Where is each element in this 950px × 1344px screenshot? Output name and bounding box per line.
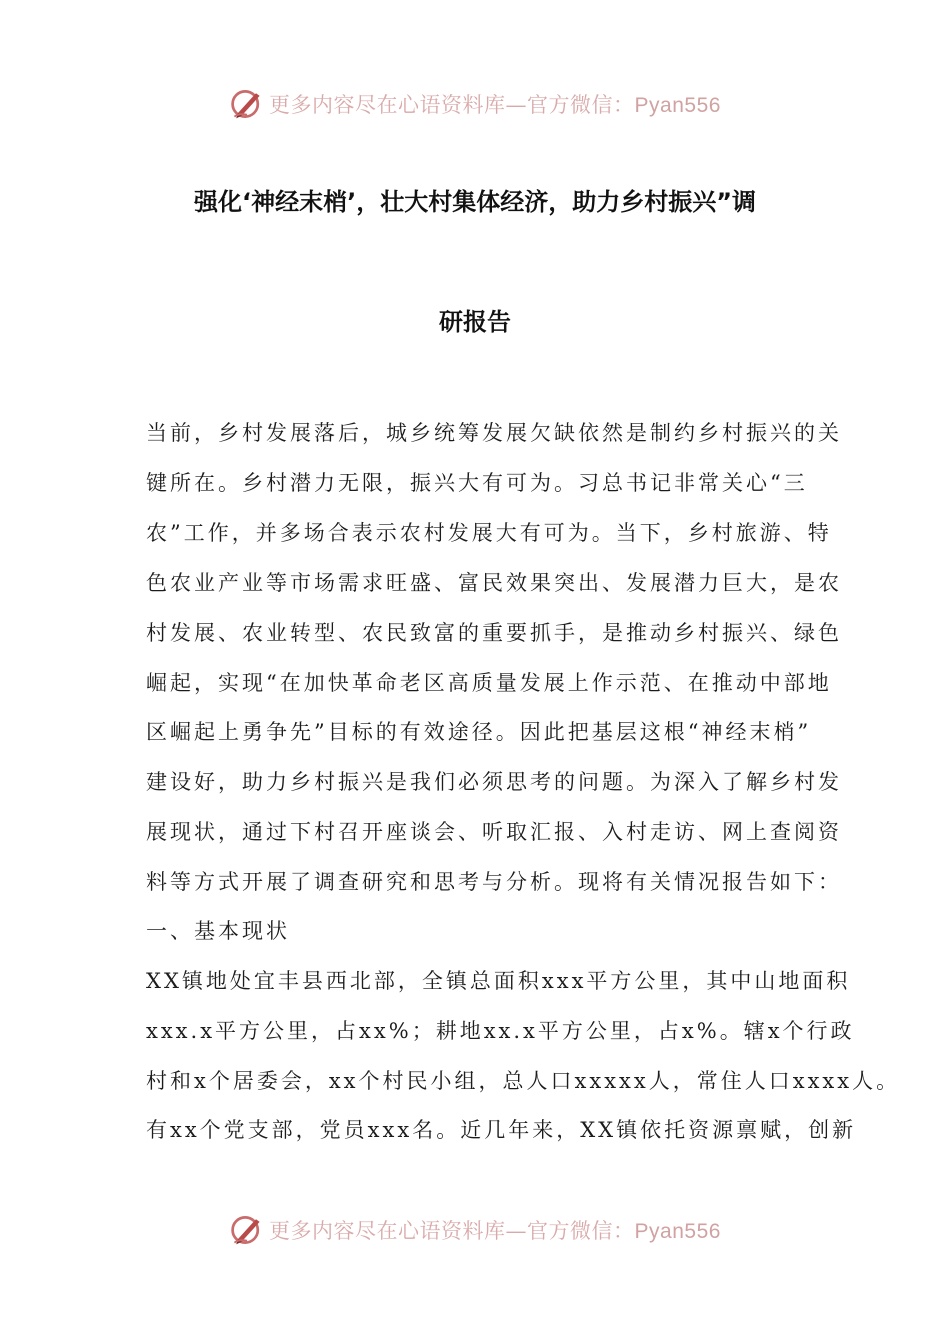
body-line: 展现状，通过下村召开座谈会、听取汇报、入村走访、网上查阅资 xyxy=(146,820,842,844)
document-title-line-1: 强化‘神经末梢’，壮大村集体经济，助力乡村振兴”调 xyxy=(193,188,756,216)
document-title-line-2: 研报告 xyxy=(439,308,511,336)
pen-circle-logo-icon xyxy=(229,1212,265,1248)
body-line: 村发展、农业转型、农民致富的重要抓手，是推动乡村振兴、绿色 xyxy=(146,621,842,645)
body-line: 村和x个居委会，xx个村民小组，总人口xxxxx人，常住人口xxxx人。 xyxy=(146,1069,901,1093)
pen-circle-logo-icon xyxy=(229,86,265,122)
body-line: 有xx个党支部，党员xxx名。近几年来，XX镇依托资源禀赋，创新 xyxy=(146,1118,857,1142)
body-line: 农”工作，并多场合表示农村发展大有可为。当下，乡村旅游、特 xyxy=(146,521,832,545)
body-line: 料等方式开展了调查研究和思考与分析。现将有关情况报告如下： xyxy=(146,870,842,894)
watermark-wechat-id: Pyan556 xyxy=(634,94,721,117)
footer-watermark xyxy=(0,1210,950,1250)
body-line: XX镇地处宜丰县西北部，全镇总面积xxx平方公里，其中山地面积 xyxy=(146,969,851,993)
body-line: 区崛起上勇争先”目标的有效途径。因此把基层这根“神经末梢” xyxy=(146,720,812,744)
body-line: 当前，乡村发展落后，城乡统筹发展欠缺依然是制约乡村振兴的关 xyxy=(146,421,842,445)
body-line: 崛起，实现“在加快革命老区高质量发展上作示范、在推动中部地 xyxy=(146,671,832,695)
body-line: 键所在。乡村潜力无限，振兴大有可为。习总书记非常关心“三 xyxy=(146,471,808,495)
watermark-text: 更多内容尽在心语资料库—官方微信：Pyan556 xyxy=(269,93,721,117)
body-line: 建设好，助力乡村振兴是我们必须思考的问题。为深入了解乡村发 xyxy=(146,770,842,794)
body-line: xxx.x平方公里，占xx%；耕地xx.x平方公里，占x%。辖x个行政 xyxy=(146,1019,855,1043)
watermark-wechat-id: Pyan556 xyxy=(634,1220,721,1243)
watermark-text: 更多内容尽在心语资料库—官方微信：Pyan556 xyxy=(269,1219,721,1243)
section-heading: 一、基本现状 xyxy=(146,919,290,943)
body-line: 色农业产业等市场需求旺盛、富民效果突出、发展潜力巨大，是农 xyxy=(146,571,842,595)
header-watermark xyxy=(0,84,950,124)
